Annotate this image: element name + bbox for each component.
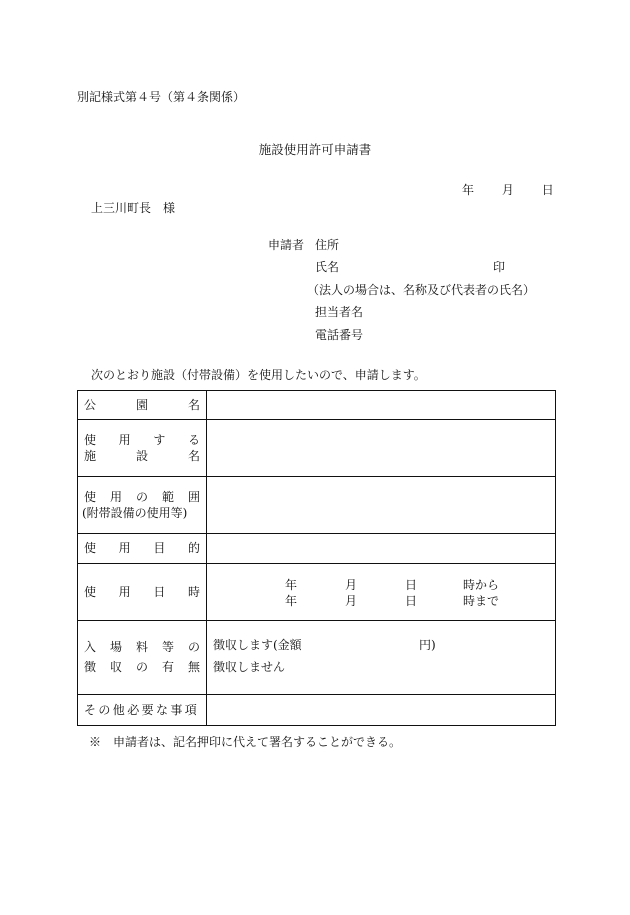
field-usage-purpose[interactable] [207, 534, 556, 563]
field-other-matters[interactable] [207, 694, 556, 725]
field-usage-datetime[interactable] [207, 563, 556, 620]
form-title: 施設使用許可申請書 [258, 142, 372, 157]
row-other [78, 694, 556, 725]
corporation-note: （法人の場合は、名称及び代表者の氏名） [307, 283, 536, 297]
intro-text: 次のとおり施設（付帯設備）を使用したいので、申請します。 [91, 368, 426, 382]
applicant-address: 住所 [315, 238, 340, 252]
footnote: ※ 申請者は、記名押印に代えて署名することができる。 [89, 735, 402, 749]
seal-mark: 印 [493, 260, 506, 274]
label-facility-name: 使 用 す る 施 設 名 [78, 420, 207, 477]
application-table [77, 390, 556, 726]
label-usage-purpose: 使 用 目 的 [78, 534, 207, 563]
label-usage-datetime: 使 用 日 時 [78, 563, 207, 620]
addressee: 上三川町長 様 [91, 201, 176, 215]
fee-collect-line: 徴収します(金額 円) [213, 638, 436, 653]
row-purpose [78, 534, 556, 563]
applicant-name: 氏名 [315, 260, 340, 274]
field-park-name[interactable] [207, 391, 556, 420]
phone-number: 電話番号 [315, 328, 364, 342]
row-park [78, 391, 556, 420]
datetime-from-line: 年 月 日 時から [285, 577, 500, 592]
field-facility-name[interactable] [207, 420, 556, 477]
date-year: 年 [462, 183, 475, 197]
row-scope [78, 477, 556, 534]
date-line [462, 181, 554, 198]
applicant-label: 申請者 [268, 238, 305, 252]
form-number: 別記様式第４号（第４条関係） [77, 90, 246, 104]
row-fee [78, 620, 556, 694]
label-park-name: 公 園 名 [78, 391, 207, 420]
field-fee-collection[interactable] [207, 620, 556, 694]
row-datetime [78, 563, 556, 620]
label-fee-collection: 入 場 料 等 の 徴 収 の 有 無 [78, 620, 207, 694]
date-month: 月 [501, 183, 514, 197]
label-other-matters: その他必要な事項 [78, 694, 207, 725]
fee-no-collect-line: 徴収しません [213, 660, 286, 675]
label-usage-scope: 使 用 の 範 囲 (附帯設備の使用等) [78, 477, 207, 534]
datetime-until-line: 年 月 日 時まで [285, 593, 500, 608]
date-day: 日 [541, 183, 554, 197]
row-facility [78, 420, 556, 477]
contact-person: 担当者名 [315, 305, 364, 319]
field-usage-scope[interactable] [207, 477, 556, 534]
